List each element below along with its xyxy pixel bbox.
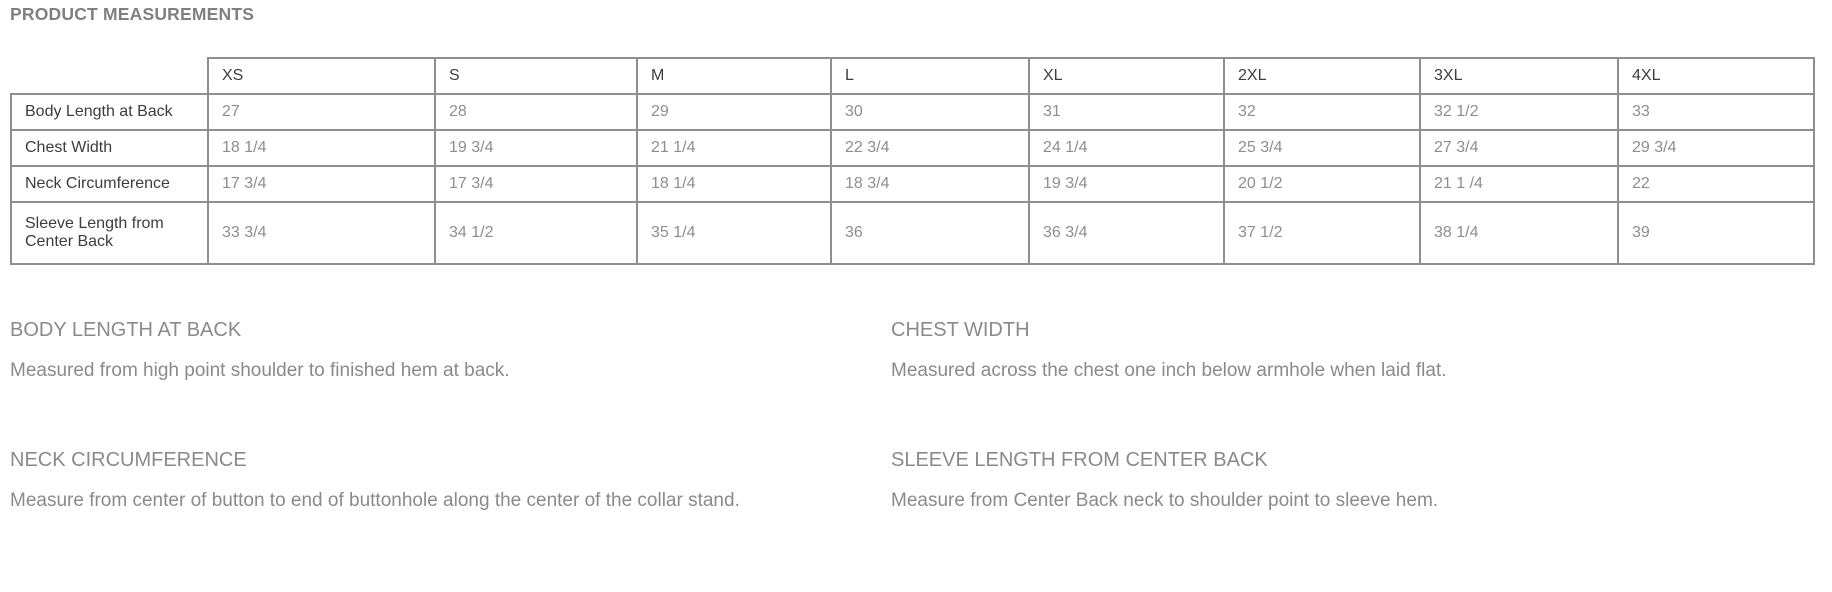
row-label-cell: Chest Width (11, 130, 208, 166)
measurement-definitions (10, 317, 1832, 521)
table-row-neck-circumference (11, 166, 1814, 202)
section-neck-circumference (10, 447, 891, 521)
section-description: Measured across the chest one inch below armhole when laid flat. (891, 360, 1447, 381)
measurement-value-cell: 21 1 /4 (1420, 166, 1618, 202)
section-sleeve-length (891, 447, 1832, 521)
row-label-cell: Neck Circumference (11, 166, 208, 202)
row-label-cell: Body Length at Back (11, 94, 208, 130)
section-heading: NECK CIRCUMFERENCE (10, 449, 247, 471)
table-row-sleeve-length (11, 202, 1814, 264)
size-header-cell: 4XL (1618, 58, 1814, 94)
measurement-value-cell: 29 (637, 94, 831, 130)
measurement-value-cell: 34 1/2 (435, 202, 637, 264)
measurement-value-cell: 31 (1029, 94, 1224, 130)
measurement-value-cell: 18 1/4 (637, 166, 831, 202)
measurement-value-cell: 38 1/4 (1420, 202, 1618, 264)
measurement-value-cell: 32 (1224, 94, 1420, 130)
measurement-value-cell: 21 1/4 (637, 130, 831, 166)
measurement-value-cell: 30 (831, 94, 1029, 130)
measurement-value-cell: 20 1/2 (1224, 166, 1420, 202)
measurement-value-cell: 18 3/4 (831, 166, 1029, 202)
row-label-cell: Sleeve Length from Center Back (11, 202, 208, 264)
size-header-cell: L (831, 58, 1029, 94)
measurement-value-cell: 17 3/4 (208, 166, 435, 202)
measurement-value-cell: 27 3/4 (1420, 130, 1618, 166)
section-heading: BODY LENGTH AT BACK (10, 319, 242, 341)
measurement-value-cell: 18 1/4 (208, 130, 435, 166)
section-heading: SLEEVE LENGTH FROM CENTER BACK (891, 449, 1268, 471)
table-row-chest-width (11, 130, 1814, 166)
measurement-value-cell: 19 3/4 (435, 130, 637, 166)
size-header-cell: S (435, 58, 637, 94)
section-heading: CHEST WIDTH (891, 319, 1030, 341)
measurement-value-cell: 33 3/4 (208, 202, 435, 264)
size-header-cell: 2XL (1224, 58, 1420, 94)
measurement-value-cell: 22 3/4 (831, 130, 1029, 166)
section-body-length (10, 317, 891, 391)
measurement-value-cell: 32 1/2 (1420, 94, 1618, 130)
measurement-value-cell: 36 (831, 202, 1029, 264)
corner-cell (11, 58, 208, 94)
measurement-value-cell: 37 1/2 (1224, 202, 1420, 264)
size-header-row (11, 58, 1814, 94)
size-header-cell: XS (208, 58, 435, 94)
measurement-value-cell: 35 1/4 (637, 202, 831, 264)
size-header-cell: XL (1029, 58, 1224, 94)
measurement-value-cell: 17 3/4 (435, 166, 637, 202)
measurement-value-cell: 29 3/4 (1618, 130, 1814, 166)
measurement-value-cell: 19 3/4 (1029, 166, 1224, 202)
measurement-value-cell: 39 (1618, 202, 1814, 264)
page-title: PRODUCT MEASUREMENTS (10, 4, 255, 24)
measurement-value-cell: 33 (1618, 94, 1814, 130)
measurement-value-cell: 27 (208, 94, 435, 130)
product-measurements-table (10, 57, 1815, 265)
size-header-cell: M (637, 58, 831, 94)
size-header-cell: 3XL (1420, 58, 1618, 94)
measurement-value-cell: 36 3/4 (1029, 202, 1224, 264)
section-description: Measure from Center Back neck to shoulder point to sleeve hem. (891, 490, 1439, 511)
measurement-value-cell: 22 (1618, 166, 1814, 202)
section-description: Measure from center of button to end of buttonhole along the center of the collar stand. (10, 490, 740, 511)
section-description: Measured from high point shoulder to finished hem at back. (10, 360, 510, 381)
measurement-value-cell: 24 1/4 (1029, 130, 1224, 166)
table-row-body-length (11, 94, 1814, 130)
measurement-value-cell: 25 3/4 (1224, 130, 1420, 166)
measurement-value-cell: 28 (435, 94, 637, 130)
section-chest-width (891, 317, 1832, 391)
